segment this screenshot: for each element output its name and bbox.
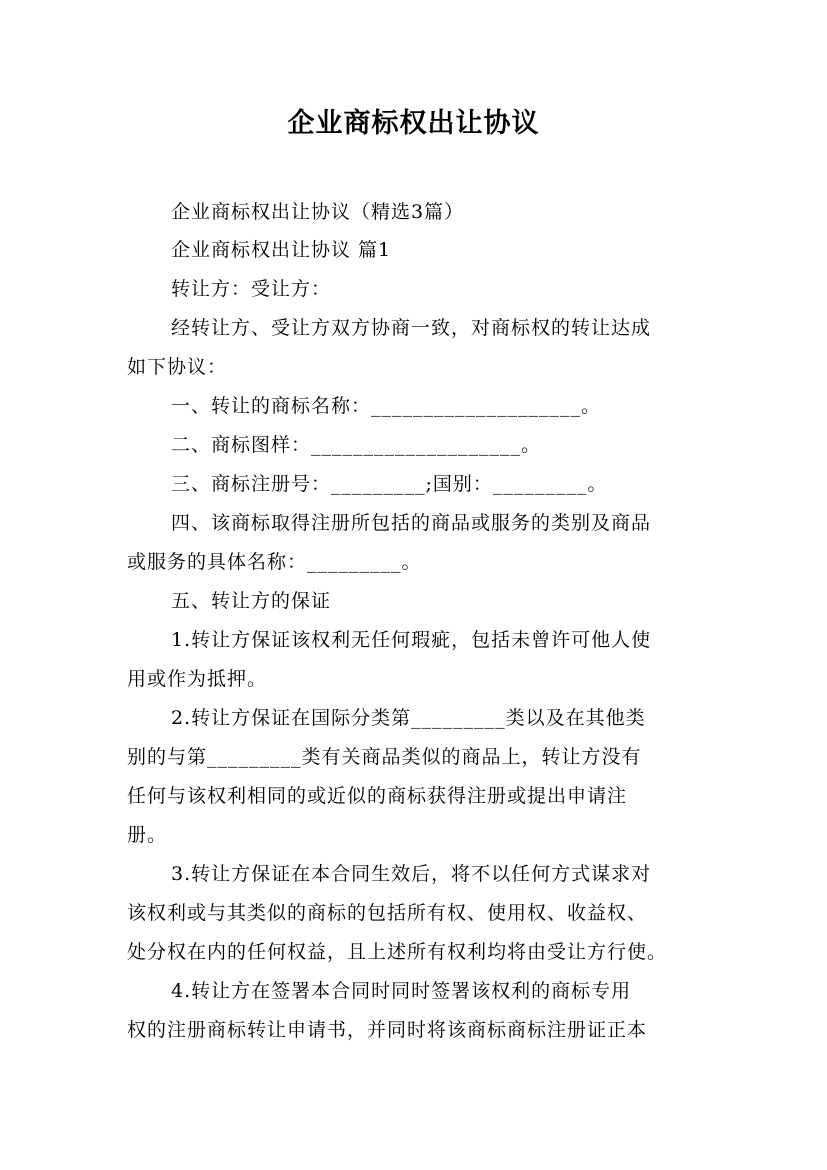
clause-line: 该权利或与其类似的商标的包括所有权、使用权、收益权、 <box>127 902 648 924</box>
paragraph-line: 如下协议： <box>127 356 228 378</box>
clause-line: 二、商标图样：____________________。 <box>171 434 542 456</box>
clause-heading: 五、转让方的保证 <box>171 590 332 612</box>
clause-line: 或服务的具体名称：_________。 <box>127 551 422 573</box>
document-title: 企业商标权出让协议 <box>287 108 540 139</box>
section-heading: 企业商标权出让协议 篇1 <box>171 239 392 261</box>
clause-line: 册。 <box>127 824 168 846</box>
clause-line: 3.转让方保证在本合同生效后，将不以任何方式谋求对 <box>171 863 652 885</box>
paragraph-line: 经转让方、受让方双方协商一致，对商标权的转让达成 <box>171 317 652 339</box>
clause-line: 4.转让方在签署本合同时同时签署该权利的商标专用 <box>171 980 632 1002</box>
clause-line: 1.转让方保证该权利无任何瑕疵，包括未曾许可他人使 <box>171 629 652 651</box>
clause-line: 用或作为抵押。 <box>127 668 268 690</box>
parties-line: 转让方：受让方： <box>171 278 332 300</box>
clause-line: 权的注册商标转让申请书，并同时将该商标商标注册证正本 <box>127 1019 648 1041</box>
subtitle-line: 企业商标权出让协议（精选3篇） <box>171 201 465 223</box>
clause-line: 一、转让的商标名称：____________________。 <box>171 395 602 417</box>
clause-line: 四、该商标取得注册所包括的商品或服务的类别及商品 <box>171 512 652 534</box>
clause-line: 2.转让方保证在国际分类第_________类以及在其他类 <box>171 707 646 729</box>
clause-line: 三、商标注册号：_________;国别：_________。 <box>171 473 608 495</box>
clause-line: 别的与第_________类有关商品类似的商品上，转让方没有 <box>127 746 642 768</box>
clause-line: 任何与该权利相同的或近似的商标获得注册或提出申请注 <box>127 785 628 807</box>
clause-line: 处分权在内的任何权益，且上述所有权利均将由受让方行使。 <box>127 941 668 963</box>
